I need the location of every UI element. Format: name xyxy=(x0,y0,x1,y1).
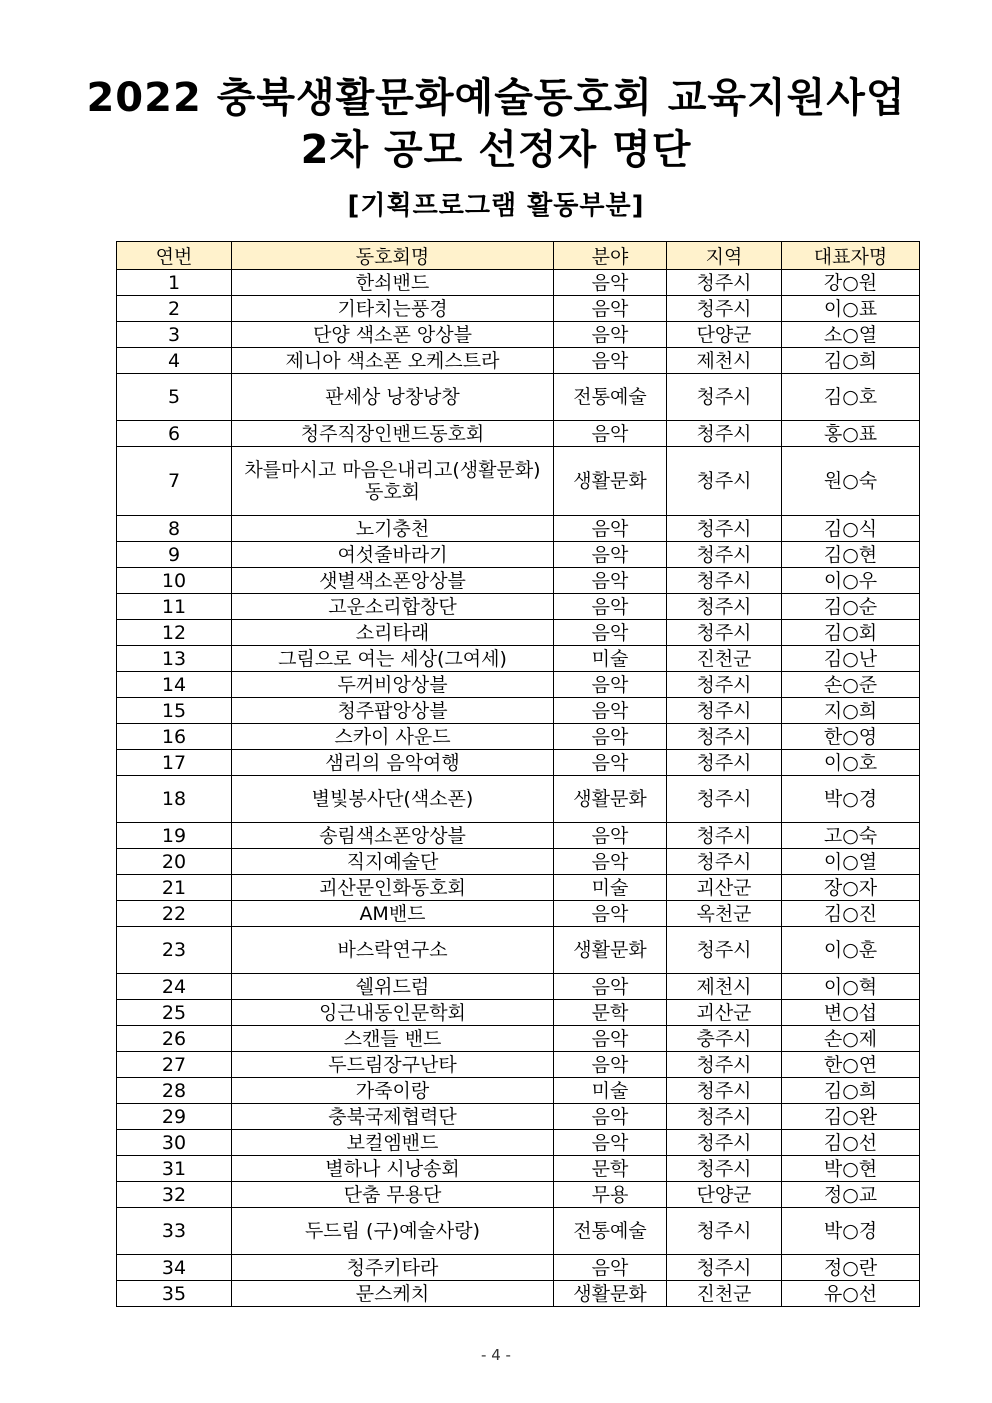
cell-region: 단양군 xyxy=(667,1182,782,1208)
cell-region: 괴산군 xyxy=(667,875,782,901)
cell-club-name: 여섯줄바라기 xyxy=(232,542,554,568)
cell-no: 20 xyxy=(117,849,232,875)
cell-representative: 정○란 xyxy=(782,1255,920,1281)
cell-field: 생활문화 xyxy=(554,1281,667,1307)
cell-representative: 박○경 xyxy=(782,1208,920,1255)
table-row xyxy=(117,1104,920,1130)
table-row xyxy=(117,1000,920,1026)
table-row xyxy=(117,875,920,901)
header-club-name: 동호회명 xyxy=(232,242,554,270)
table-row xyxy=(117,750,920,776)
cell-club-name: 별하나 시낭송회 xyxy=(232,1156,554,1182)
cell-club-name: 문스케치 xyxy=(232,1281,554,1307)
cell-field: 음악 xyxy=(554,322,667,348)
cell-region: 청주시 xyxy=(667,927,782,974)
cell-region: 단양군 xyxy=(667,322,782,348)
cell-field: 문학 xyxy=(554,1156,667,1182)
cell-representative: 손○제 xyxy=(782,1026,920,1052)
table-row xyxy=(117,698,920,724)
cell-region: 청주시 xyxy=(667,724,782,750)
cell-representative: 김○희 xyxy=(782,1078,920,1104)
cell-club-name: 바스락연구소 xyxy=(232,927,554,974)
cell-no: 29 xyxy=(117,1104,232,1130)
cell-no: 16 xyxy=(117,724,232,750)
cell-representative: 손○준 xyxy=(782,672,920,698)
cell-club-name: 쉘위드럼 xyxy=(232,974,554,1000)
cell-no: 6 xyxy=(117,421,232,447)
cell-representative: 유○선 xyxy=(782,1281,920,1307)
cell-field: 전통예술 xyxy=(554,374,667,421)
cell-region: 진천군 xyxy=(667,646,782,672)
selection-table xyxy=(116,241,920,1307)
cell-field: 문학 xyxy=(554,1000,667,1026)
cell-region: 청주시 xyxy=(667,447,782,516)
cell-club-name: 청주직장인밴드동호회 xyxy=(232,421,554,447)
cell-region: 청주시 xyxy=(667,672,782,698)
cell-club-name: 스카이 사운드 xyxy=(232,724,554,750)
cell-representative: 김○난 xyxy=(782,646,920,672)
table-row xyxy=(117,447,920,516)
table-row xyxy=(117,1281,920,1307)
cell-field: 음악 xyxy=(554,568,667,594)
cell-region: 청주시 xyxy=(667,568,782,594)
cell-no: 27 xyxy=(117,1052,232,1078)
table-row xyxy=(117,646,920,672)
cell-club-name: 기타치는풍경 xyxy=(232,296,554,322)
cell-field: 음악 xyxy=(554,698,667,724)
cell-club-name: 그림으로 여는 세상(그여세) xyxy=(232,646,554,672)
cell-no: 30 xyxy=(117,1130,232,1156)
cell-field: 음악 xyxy=(554,901,667,927)
cell-representative: 이○열 xyxy=(782,849,920,875)
cell-field: 무용 xyxy=(554,1182,667,1208)
cell-representative: 김○선 xyxy=(782,1130,920,1156)
cell-no: 1 xyxy=(117,270,232,296)
cell-field: 생활문화 xyxy=(554,447,667,516)
cell-no: 24 xyxy=(117,974,232,1000)
cell-region: 청주시 xyxy=(667,421,782,447)
table-row xyxy=(117,1156,920,1182)
cell-field: 음악 xyxy=(554,1026,667,1052)
cell-club-name: 스캔들 밴드 xyxy=(232,1026,554,1052)
table-row xyxy=(117,542,920,568)
cell-representative: 한○연 xyxy=(782,1052,920,1078)
cell-field: 음악 xyxy=(554,823,667,849)
cell-field: 음악 xyxy=(554,516,667,542)
cell-representative: 이○우 xyxy=(782,568,920,594)
cell-no: 2 xyxy=(117,296,232,322)
cell-club-name: 단양 색소폰 앙상블 xyxy=(232,322,554,348)
cell-no: 21 xyxy=(117,875,232,901)
subtitle: [기획프로그램 활동부분] xyxy=(347,191,645,221)
cell-field: 음악 xyxy=(554,849,667,875)
cell-representative: 김○현 xyxy=(782,542,920,568)
cell-field: 음악 xyxy=(554,974,667,1000)
cell-region: 청주시 xyxy=(667,1078,782,1104)
cell-club-name: 샛별색소폰앙상블 xyxy=(232,568,554,594)
table-row xyxy=(117,1052,920,1078)
cell-representative: 박○현 xyxy=(782,1156,920,1182)
cell-representative: 김○호 xyxy=(782,374,920,421)
cell-field: 음악 xyxy=(554,421,667,447)
cell-field: 음악 xyxy=(554,672,667,698)
header-representative: 대표자명 xyxy=(782,242,920,270)
cell-region: 청주시 xyxy=(667,823,782,849)
table-row xyxy=(117,1130,920,1156)
cell-no: 28 xyxy=(117,1078,232,1104)
cell-club-name: 한쇠밴드 xyxy=(232,270,554,296)
cell-region: 청주시 xyxy=(667,1052,782,1078)
cell-region: 청주시 xyxy=(667,542,782,568)
cell-region: 옥천군 xyxy=(667,901,782,927)
cell-field: 음악 xyxy=(554,594,667,620)
cell-no: 26 xyxy=(117,1026,232,1052)
cell-field: 생활문화 xyxy=(554,776,667,823)
cell-representative: 소○열 xyxy=(782,322,920,348)
title-line-1: 2022 충북생활문화예술동호회 교육지원사업 xyxy=(86,75,906,121)
cell-region: 괴산군 xyxy=(667,1000,782,1026)
cell-region: 청주시 xyxy=(667,698,782,724)
cell-representative: 김○식 xyxy=(782,516,920,542)
cell-no: 7 xyxy=(117,447,232,516)
cell-no: 17 xyxy=(117,750,232,776)
cell-no: 32 xyxy=(117,1182,232,1208)
cell-representative: 이○표 xyxy=(782,296,920,322)
cell-representative: 강○원 xyxy=(782,270,920,296)
cell-field: 음악 xyxy=(554,1130,667,1156)
table-row xyxy=(117,620,920,646)
cell-region: 청주시 xyxy=(667,849,782,875)
header-field: 분야 xyxy=(554,242,667,270)
table-row xyxy=(117,849,920,875)
cell-region: 청주시 xyxy=(667,750,782,776)
cell-club-name: 단춤 무용단 xyxy=(232,1182,554,1208)
cell-club-name: 직지예술단 xyxy=(232,849,554,875)
table-row xyxy=(117,270,920,296)
cell-club-name: 고운소리합창단 xyxy=(232,594,554,620)
cell-representative: 박○경 xyxy=(782,776,920,823)
cell-no: 14 xyxy=(117,672,232,698)
cell-no: 10 xyxy=(117,568,232,594)
cell-club-name: 충북국제협력단 xyxy=(232,1104,554,1130)
cell-representative: 한○영 xyxy=(782,724,920,750)
cell-region: 청주시 xyxy=(667,270,782,296)
cell-no: 8 xyxy=(117,516,232,542)
cell-no: 25 xyxy=(117,1000,232,1026)
cell-club-name: 청주팝앙상블 xyxy=(232,698,554,724)
cell-representative: 정○교 xyxy=(782,1182,920,1208)
table-row xyxy=(117,348,920,374)
cell-region: 청주시 xyxy=(667,1156,782,1182)
table-row xyxy=(117,374,920,421)
table-row xyxy=(117,594,920,620)
cell-field: 음악 xyxy=(554,1052,667,1078)
table-row xyxy=(117,823,920,849)
title-line-2: 2차 공모 선정자 명단 xyxy=(300,127,692,173)
table-row xyxy=(117,974,920,1000)
cell-field: 미술 xyxy=(554,646,667,672)
cell-representative: 고○숙 xyxy=(782,823,920,849)
cell-no: 13 xyxy=(117,646,232,672)
cell-region: 제천시 xyxy=(667,348,782,374)
cell-no: 18 xyxy=(117,776,232,823)
cell-region: 청주시 xyxy=(667,1255,782,1281)
cell-region: 제천시 xyxy=(667,974,782,1000)
header-no: 연번 xyxy=(117,242,232,270)
cell-field: 음악 xyxy=(554,542,667,568)
cell-region: 청주시 xyxy=(667,620,782,646)
cell-club-name: 두드림장구난타 xyxy=(232,1052,554,1078)
cell-no: 3 xyxy=(117,322,232,348)
header-region: 지역 xyxy=(667,242,782,270)
cell-representative: 이○호 xyxy=(782,750,920,776)
cell-region: 청주시 xyxy=(667,594,782,620)
cell-field: 음악 xyxy=(554,1255,667,1281)
table-row xyxy=(117,516,920,542)
cell-region: 청주시 xyxy=(667,516,782,542)
cell-no: 19 xyxy=(117,823,232,849)
table-row xyxy=(117,724,920,750)
cell-no: 33 xyxy=(117,1208,232,1255)
cell-no: 9 xyxy=(117,542,232,568)
cell-club-name: 괴산문인화동호회 xyxy=(232,875,554,901)
table-row xyxy=(117,1182,920,1208)
cell-region: 청주시 xyxy=(667,776,782,823)
cell-club-name: 잉근내동인문학회 xyxy=(232,1000,554,1026)
cell-club-name: 송림색소폰앙상블 xyxy=(232,823,554,849)
cell-field: 음악 xyxy=(554,620,667,646)
table-row xyxy=(117,927,920,974)
cell-representative: 김○순 xyxy=(782,594,920,620)
cell-region: 청주시 xyxy=(667,374,782,421)
table-row xyxy=(117,568,920,594)
table-body xyxy=(117,270,920,1307)
table-row xyxy=(117,421,920,447)
table-header-row xyxy=(117,242,920,270)
cell-field: 음악 xyxy=(554,1104,667,1130)
table-row xyxy=(117,1255,920,1281)
cell-field: 생활문화 xyxy=(554,927,667,974)
cell-region: 청주시 xyxy=(667,1130,782,1156)
cell-club-name: 차를마시고 마음은내리고(생활문화)동호회 xyxy=(232,447,554,516)
cell-club-name: 샘리의 음악여행 xyxy=(232,750,554,776)
cell-club-name: 가죽이랑 xyxy=(232,1078,554,1104)
cell-club-name: 보컬엠밴드 xyxy=(232,1130,554,1156)
cell-representative: 김○회 xyxy=(782,620,920,646)
cell-club-name: 노기충천 xyxy=(232,516,554,542)
cell-club-name: 청주키타라 xyxy=(232,1255,554,1281)
table-row xyxy=(117,672,920,698)
page-number: - 4 - xyxy=(481,1346,511,1364)
cell-field: 전통예술 xyxy=(554,1208,667,1255)
cell-field: 미술 xyxy=(554,875,667,901)
cell-no: 4 xyxy=(117,348,232,374)
cell-region: 청주시 xyxy=(667,1104,782,1130)
cell-region: 청주시 xyxy=(667,296,782,322)
cell-club-name: 제니아 색소폰 오케스트라 xyxy=(232,348,554,374)
cell-representative: 원○숙 xyxy=(782,447,920,516)
cell-no: 35 xyxy=(117,1281,232,1307)
cell-no: 15 xyxy=(117,698,232,724)
cell-representative: 이○훈 xyxy=(782,927,920,974)
cell-club-name: 두꺼비앙상블 xyxy=(232,672,554,698)
cell-representative: 지○희 xyxy=(782,698,920,724)
table-row xyxy=(117,901,920,927)
cell-representative: 김○진 xyxy=(782,901,920,927)
cell-region: 진천군 xyxy=(667,1281,782,1307)
table-row xyxy=(117,1208,920,1255)
cell-club-name: 별빛봉사단(색소폰) xyxy=(232,776,554,823)
cell-field: 음악 xyxy=(554,724,667,750)
cell-no: 12 xyxy=(117,620,232,646)
cell-field: 음악 xyxy=(554,750,667,776)
cell-no: 22 xyxy=(117,901,232,927)
cell-representative: 김○희 xyxy=(782,348,920,374)
table-row xyxy=(117,322,920,348)
cell-no: 23 xyxy=(117,927,232,974)
cell-region: 충주시 xyxy=(667,1026,782,1052)
cell-representative: 김○완 xyxy=(782,1104,920,1130)
table-row xyxy=(117,1078,920,1104)
cell-no: 5 xyxy=(117,374,232,421)
cell-field: 음악 xyxy=(554,296,667,322)
cell-no: 11 xyxy=(117,594,232,620)
table-row xyxy=(117,776,920,823)
cell-no: 31 xyxy=(117,1156,232,1182)
table-row xyxy=(117,1026,920,1052)
table-row xyxy=(117,296,920,322)
cell-club-name: 두드림 (구)예술사랑) xyxy=(232,1208,554,1255)
cell-representative: 장○자 xyxy=(782,875,920,901)
cell-club-name: 판세상 낭창낭창 xyxy=(232,374,554,421)
cell-field: 음악 xyxy=(554,348,667,374)
cell-club-name: AM밴드 xyxy=(232,901,554,927)
cell-representative: 홍○표 xyxy=(782,421,920,447)
cell-region: 청주시 xyxy=(667,1208,782,1255)
cell-representative: 변○섭 xyxy=(782,1000,920,1026)
cell-club-name: 소리타래 xyxy=(232,620,554,646)
cell-representative: 이○혁 xyxy=(782,974,920,1000)
cell-field: 미술 xyxy=(554,1078,667,1104)
cell-no: 34 xyxy=(117,1255,232,1281)
cell-field: 음악 xyxy=(554,270,667,296)
